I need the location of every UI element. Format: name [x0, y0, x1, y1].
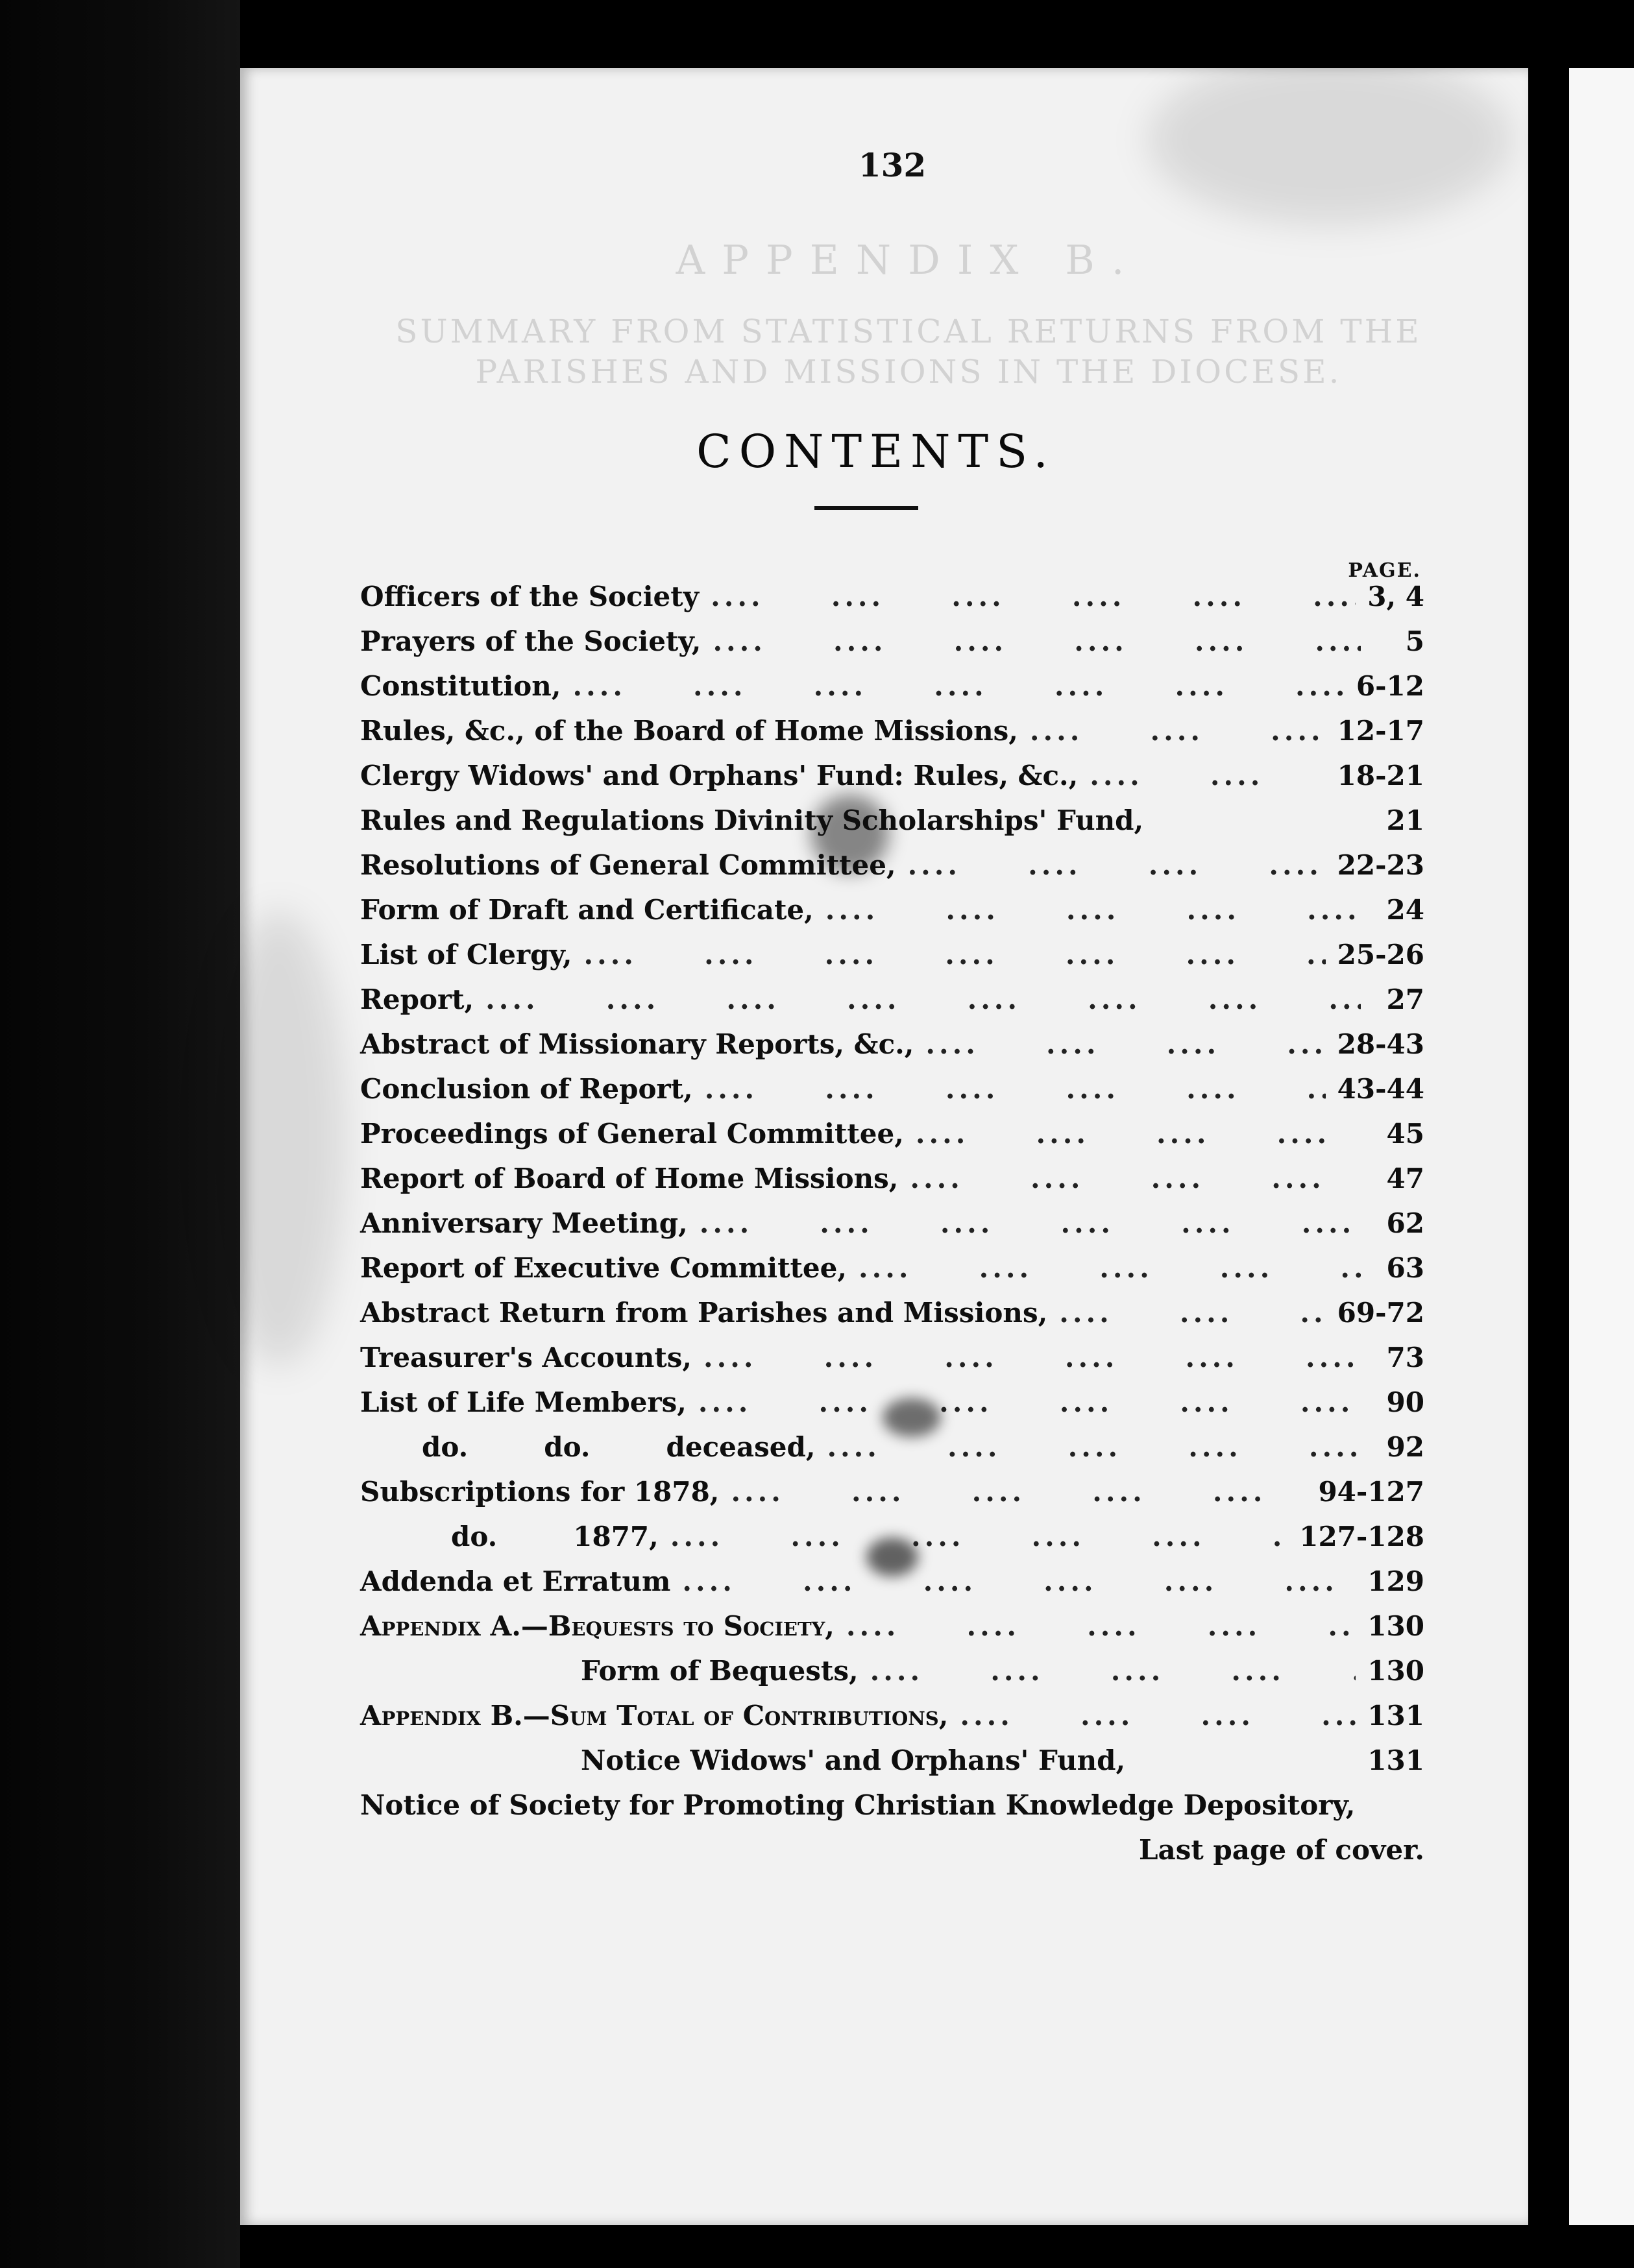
entry-label: Notice of Society for Promoting Christian Knowledge Depository, — [360, 1789, 1356, 1821]
bleed-through-text — [350, 236, 1467, 392]
contents-entry — [360, 1342, 1424, 1386]
leader-dots — [870, 1655, 1356, 1687]
leader-dots — [846, 1610, 1356, 1642]
contents-entry — [360, 760, 1424, 804]
entry-page: 73 — [1386, 1342, 1424, 1373]
contents-entry — [360, 1431, 1424, 1476]
entry-page: 131 — [1367, 1744, 1424, 1776]
entry-label: Form of Bequests, — [581, 1655, 859, 1687]
contents-entry — [360, 1700, 1424, 1744]
entry-label: List of Life Members, — [360, 1386, 687, 1418]
entry-label: List of Clergy, — [360, 939, 572, 971]
entry-page: Last page of cover. — [1138, 1834, 1424, 1866]
page-column-header: PAGE. — [1348, 559, 1421, 582]
entry-page: 62 — [1386, 1207, 1424, 1239]
leader-dots — [711, 581, 1356, 612]
entry-page: 24 — [1386, 894, 1424, 926]
contents-list — [360, 581, 1424, 1879]
entry-label: Appendix A.—Bequests to Society, — [360, 1610, 835, 1642]
entry-page: 22-23 — [1337, 849, 1424, 881]
contents-entry — [360, 1028, 1424, 1073]
entry-page: 130 — [1367, 1610, 1424, 1642]
entry-label: Officers of the Society — [360, 581, 700, 612]
entry-label: Rules, &c., of the Board of Home Missions, — [360, 715, 1018, 747]
entry-page: 69-72 — [1337, 1297, 1424, 1329]
entry-page: 127-128 — [1299, 1521, 1424, 1552]
leader-dots — [825, 894, 1361, 926]
contents-entry — [360, 1252, 1424, 1297]
entry-label: Report, — [360, 983, 474, 1015]
entry-label: Addenda et Erratum — [360, 1565, 671, 1597]
bleed-heading-line-2: PARISHES AND MISSIONS IN THE DIOCESE. — [475, 353, 1342, 391]
contents-entry — [360, 1789, 1424, 1834]
page-number: 132 — [858, 146, 927, 184]
entry-label: Resolutions of General Committee, — [360, 849, 896, 881]
leader-dots — [925, 1028, 1325, 1060]
contents-entry — [360, 1565, 1424, 1610]
contents-entry — [360, 1118, 1424, 1163]
entry-page: 94-127 — [1318, 1476, 1424, 1508]
contents-entry — [360, 670, 1424, 715]
leader-dots — [698, 1386, 1361, 1418]
entry-page: 28-43 — [1337, 1028, 1424, 1060]
entry-page: 43-44 — [1337, 1073, 1424, 1105]
entry-page: 131 — [1367, 1700, 1424, 1731]
entry-label: Subscriptions for 1878, — [360, 1476, 720, 1508]
entry-page: 12-17 — [1337, 715, 1424, 747]
contents-entry — [360, 1610, 1424, 1655]
entry-label: Rules and Regulations Divinity Scholarships' Fund, — [360, 804, 1144, 836]
entry-label: Notice Widows' and Orphans' Fund, — [581, 1744, 1126, 1776]
entry-page: 129 — [1367, 1565, 1424, 1597]
contents-entry — [360, 715, 1424, 760]
leader-dots — [827, 1431, 1361, 1463]
leader-dots — [731, 1476, 1306, 1508]
entry-page: 45 — [1386, 1118, 1424, 1150]
entry-label: Report of Executive Committee, — [360, 1252, 847, 1284]
contents-entry — [360, 1297, 1424, 1342]
entry-label: Abstract of Missionary Reports, &c., — [360, 1028, 914, 1060]
contents-entry — [360, 581, 1424, 625]
page-title: CONTENTS. — [696, 425, 1056, 478]
leader-dots — [908, 849, 1326, 881]
contents-entry — [360, 1207, 1424, 1252]
entry-label: Anniversary Meeting, — [360, 1207, 688, 1239]
contents-entry — [360, 1521, 1424, 1565]
entry-page: 90 — [1386, 1386, 1424, 1418]
contents-entry — [360, 939, 1424, 983]
leader-dots — [960, 1700, 1356, 1731]
scan-left-margin — [0, 0, 240, 2268]
entry-page: 63 — [1386, 1252, 1424, 1284]
entry-page: 25-26 — [1337, 939, 1424, 971]
entry-label: Proceedings of General Committee, — [360, 1118, 904, 1150]
contents-entry — [360, 1073, 1424, 1118]
entry-page: 6-12 — [1356, 670, 1424, 702]
title-rule — [814, 506, 918, 510]
entry-page: 21 — [1386, 804, 1424, 836]
entry-label: Treasurer's Accounts, — [360, 1342, 692, 1373]
entry-page: 18-21 — [1337, 760, 1424, 791]
entry-page: 3, 4 — [1367, 581, 1424, 612]
contents-entry — [360, 1744, 1424, 1789]
leader-dots — [572, 670, 1344, 702]
leader-dots — [700, 1207, 1361, 1239]
leader-dots — [705, 1073, 1326, 1105]
leader-dots — [859, 1252, 1361, 1284]
entry-label: Report of Board of Home Missions, — [360, 1163, 899, 1194]
bleed-title: APPENDIX B. — [676, 236, 1141, 284]
scan-gutter — [1528, 68, 1569, 2225]
entry-label: Form of Draft and Certificate, — [360, 894, 814, 926]
entry-label: Constitution, — [360, 670, 561, 702]
entry-label: Prayers of the Society, — [360, 625, 701, 657]
contents-entry — [360, 1834, 1424, 1879]
leader-dots — [1059, 1297, 1325, 1329]
leader-dots — [703, 1342, 1361, 1373]
leader-dots — [682, 1565, 1356, 1597]
entry-page: 47 — [1386, 1163, 1424, 1194]
contents-entry — [360, 1655, 1424, 1700]
entry-label: do. do. deceased, — [422, 1431, 816, 1463]
contents-entry — [360, 1163, 1424, 1207]
contents-entry — [360, 849, 1424, 894]
contents-entry — [360, 894, 1424, 939]
next-page-edge — [1569, 68, 1634, 2225]
entry-page: 5 — [1405, 625, 1424, 657]
entry-page: 130 — [1367, 1655, 1424, 1687]
leader-dots — [1030, 715, 1326, 747]
entry-label: Conclusion of Report, — [360, 1073, 693, 1105]
entry-label: do. 1877, — [451, 1521, 659, 1552]
entry-page: 92 — [1386, 1431, 1424, 1463]
contents-entry — [360, 804, 1424, 849]
leader-dots — [916, 1118, 1361, 1150]
contents-entry — [360, 1476, 1424, 1521]
entry-label: Appendix B.—Sum Total of Contributions, — [360, 1700, 949, 1731]
leader-dots — [713, 625, 1361, 657]
entry-label: Clergy Widows' and Orphans' Fund: Rules, &c., — [360, 760, 1079, 791]
leader-dots — [1090, 760, 1325, 791]
bleed-heading-line-1: SUMMARY FROM STATISTICAL RETURNS FROM THE — [395, 313, 1422, 350]
entry-page: 27 — [1386, 983, 1424, 1015]
contents-entry — [360, 1386, 1424, 1431]
entry-label: Abstract Return from Parishes and Missions, — [360, 1297, 1048, 1329]
leader-dots — [485, 983, 1361, 1015]
leader-dots — [583, 939, 1325, 971]
contents-entry — [360, 983, 1424, 1028]
leader-dots — [910, 1163, 1361, 1194]
contents-entry — [360, 625, 1424, 670]
leader-dots — [670, 1521, 1287, 1552]
